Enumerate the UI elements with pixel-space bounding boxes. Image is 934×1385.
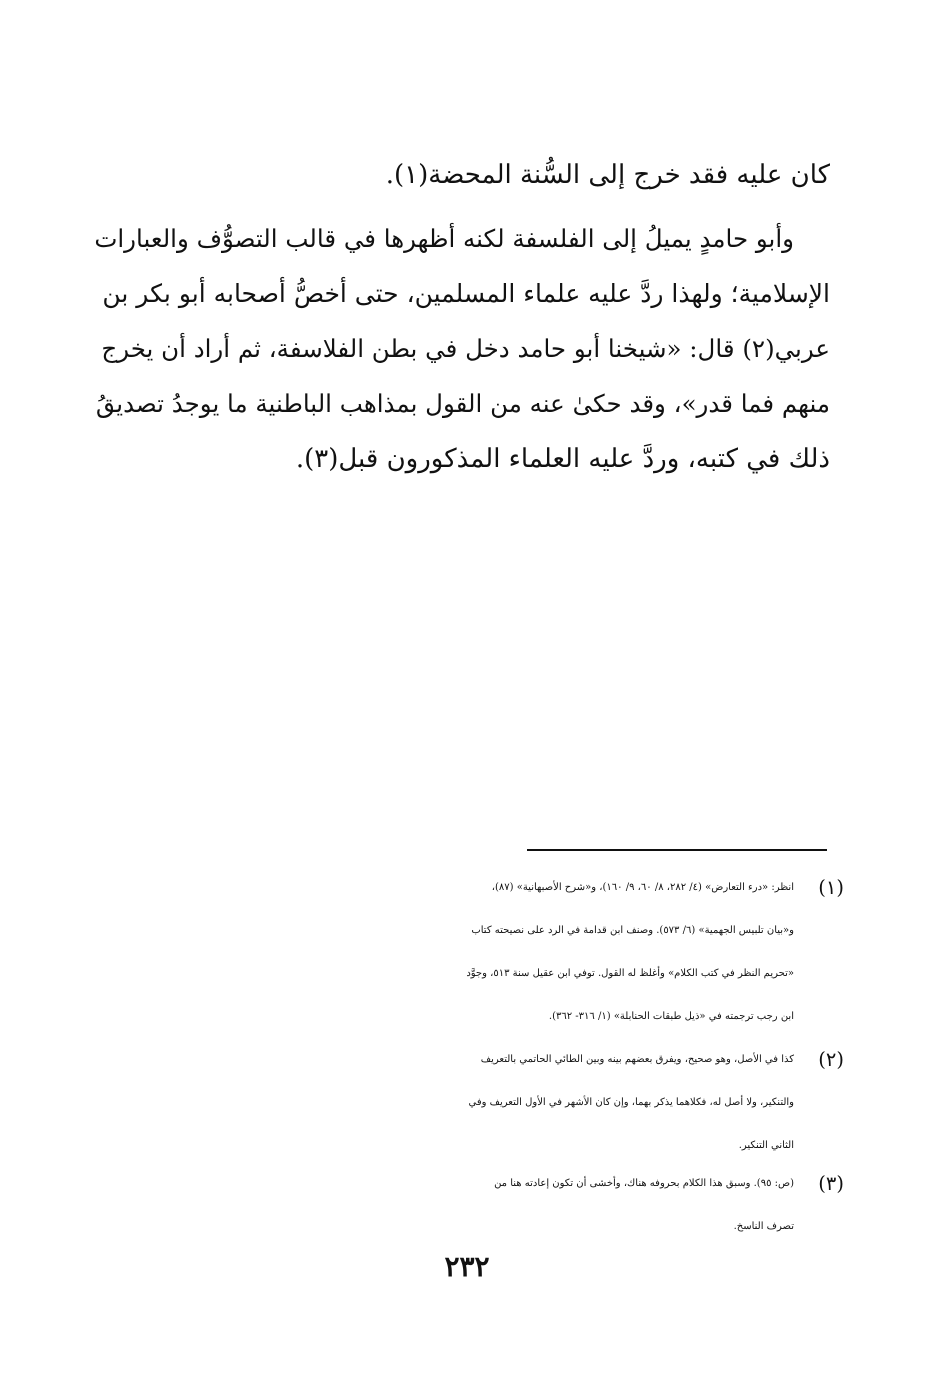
body-line: وأبو حامدٍ يميلُ إلى الفلسفة لكنه أظهرها في قالب التصوُّف والعبارات: [94, 224, 794, 253]
footnote-line: انظر: «درء التعارض» (٤/ ٢٨٢، ٨/ ٦٠، ٩/ ١٦٠)، و«شرح الأصبهانية» (٨٧)،: [491, 882, 794, 893]
body-line: عربي(٢) قال: «شيخنا أبو حامد دخل في بطن الفلاسفة، ثم أراد أن يخرج: [101, 334, 830, 363]
body-line: منهم فما قدر»، وقد حكىٰ عنه من القول بمذاهب الباطنية ما يوجدُ تصديقُ: [95, 389, 830, 418]
footnote-line: «تحريم النظر في كتب الكلام» وأغلظ له القول. توفي ابن عقيل سنة ٥١٣، وجوَّد: [466, 968, 794, 979]
footnote-line: (ص: ٩٥). وسبق هذا الكلام بحروفه هناك، وأخشى أن تكون إعادته هنا من: [494, 1178, 794, 1189]
footnote-2: [84, 1038, 844, 1167]
footnote-line: تصرف الناسخ.: [733, 1221, 794, 1232]
page-number: ٢٣٢: [444, 1250, 490, 1283]
footnote-3: [84, 1162, 844, 1248]
footnote-line: والتنكير، ولا أصل له، فكلاهما يذكر بهما، وإن كان الأشهر في الأول التعريف وفي: [468, 1097, 794, 1108]
footnote-line: الثاني التنكير.: [738, 1140, 794, 1151]
footnote-line: ابن رجب ترجمته في «ذيل طبقات الحنابلة» (١/ ٣١٦- ٣٦٢).: [548, 1011, 794, 1022]
footnote-separator: [527, 849, 827, 851]
body-line: كان عليه فقد خرج إلى السُّنة المحضة(١).: [385, 160, 830, 190]
footnote-line: كذا في الأصل، وهو صحيح، ويفرق بعضهم بينه وبين الطائي الحاتمي بالتعريف: [480, 1054, 794, 1065]
footnote-1: [84, 866, 844, 1038]
footnote-number: (٢): [818, 1048, 844, 1071]
body-line: ذلك في كتبه، وردَّ عليه العلماء المذكورون قبل(٣).: [295, 444, 830, 474]
footnote-line: و«بيان تلبيس الجهمية» (٦/ ٥٧٣). وصنف ابن قدامة في الرد على نصيحته كتاب: [471, 925, 794, 936]
footnote-number: (١): [818, 876, 844, 899]
footnote-number: (٣): [818, 1172, 844, 1195]
body-line: الإسلامية؛ ولهذا ردَّ عليه علماء المسلمين، حتى أخصُّ أصحابه أبو بكر بن: [102, 279, 830, 308]
